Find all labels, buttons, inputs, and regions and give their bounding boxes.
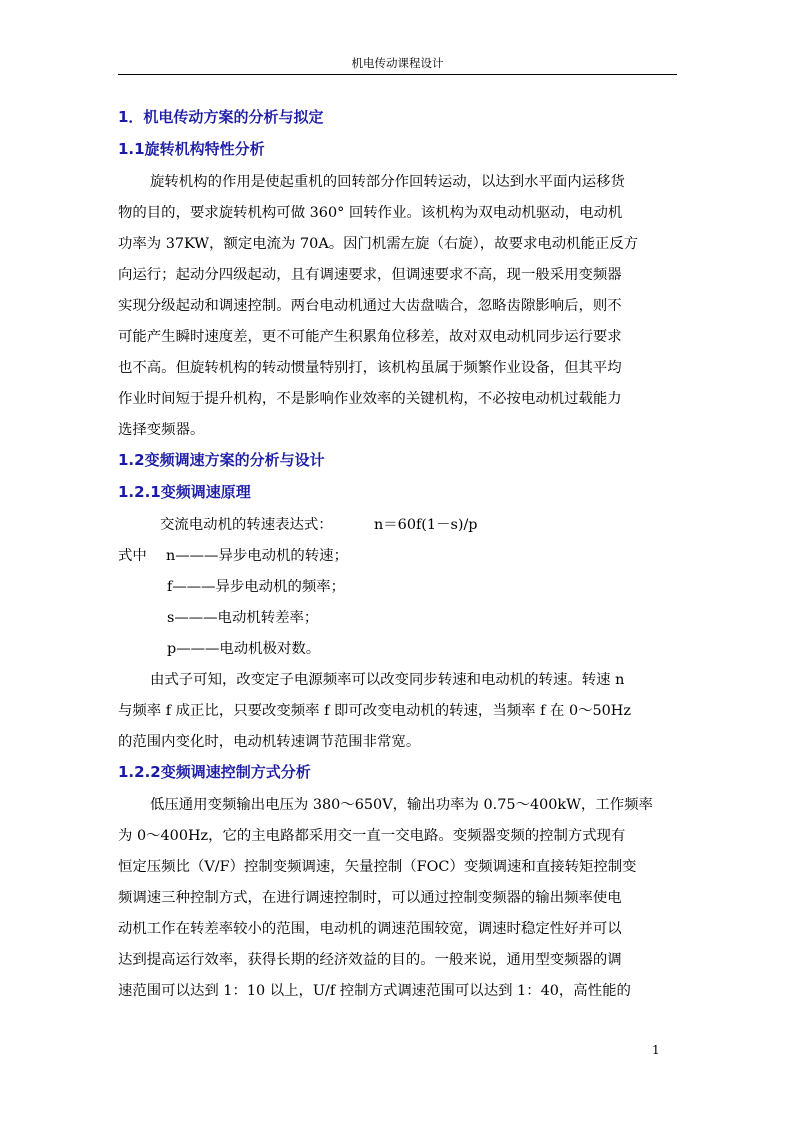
document-body	[118, 103, 677, 1007]
term-p: p———电动机极对数。	[167, 641, 321, 657]
term-s: s———电动机转差率；	[167, 610, 319, 626]
paragraph-line: 恒定压频比（V/F）控制变频调速，矢量控制（FOC）变频调速和直接转矩控制变	[118, 859, 637, 875]
paragraph-line: 达到提高运行效率，获得长期的经济效益的目的。一般来说，通用型变频器的调	[118, 952, 622, 968]
paragraph-line: 实现分级起动和调速控制。两台电动机通过大齿盘啮合，忽略齿隙影响后，则不	[118, 298, 622, 314]
where-label: 式中	[118, 548, 147, 564]
paragraph-line: 低压通用变频输出电压为 380～650V，输出功率为 0.75～400kW，工作频率	[150, 797, 653, 813]
paragraph-line: 为 0～400Hz，它的主电路都采用交一直一交电路。变频器变频的控制方式现有	[118, 828, 626, 844]
paragraph-line: 旋转机构的作用是使起重机的回转部分作回转运动，以达到水平面内运移货	[150, 174, 625, 190]
formula-label: 交流电动机的转速表达式：	[160, 517, 333, 533]
page-number: 1	[652, 1043, 660, 1057]
paragraph-line: 速范围可以达到 1：10 以上，U/f 控制方式调速范围可以达到 1：40，高性能的	[118, 983, 631, 999]
speed-formula: n＝60f(1－s)/p	[374, 517, 478, 533]
term-definition	[118, 541, 677, 572]
paragraph-line: 向运行；起动分四级起动，且有调速要求，但调速要求不高，现一般采用变频器	[118, 267, 622, 283]
term-f: f———异步电动机的频率；	[167, 579, 346, 595]
paragraph-line: 选择变频器。	[118, 422, 205, 438]
paragraph-line: 由式子可知，改变定子电源频率可以改变同步转速和电动机的转速。转速 n	[150, 672, 625, 688]
header-title: 机电传动课程设计	[351, 56, 444, 70]
section-1-2-2-heading: 1.2.2变频调速控制方式分析	[118, 763, 311, 781]
paragraph-line: 功率为 37KW，额定电流为 70A。因门机需左旋（右旋），故要求电动机能正反方	[118, 236, 639, 252]
paragraph-line: 物的目的，要求旋转机构可做 360° 回转作业。该机构为双电动机驱动，电动机	[118, 205, 623, 221]
paragraph-line: 作业时间短于提升机构，不是影响作业效率的关键机构，不必按电动机过载能力	[118, 391, 622, 407]
paragraph-line: 频调速三种控制方式，在进行调速控制时，可以通过控制变频器的输出频率使电	[118, 890, 622, 906]
paragraph-line: 可能产生瞬时速度差，更不可能产生积累角位移差，故对双电动机同步运行要求	[118, 329, 622, 345]
section-1-1-heading: 1.1旋转机构特性分析	[118, 140, 265, 158]
section-1-heading: 1．机电传动方案的分析与拟定	[118, 108, 324, 126]
formula-line	[118, 510, 677, 541]
section-1-2-1-heading: 1.2.1变频调速原理	[118, 483, 251, 501]
term-n: n———异步电动机的转速；	[166, 548, 348, 564]
section-1-2-heading: 1.2变频调速方案的分析与设计	[118, 451, 325, 469]
paragraph-line: 的范围内变化时，电动机转速调节范围非常宽。	[118, 734, 421, 750]
paragraph-line: 与频率 f 成正比，只要改变频率 f 即可改变电动机的转速，当频率 f 在 0～50Hz	[118, 703, 631, 719]
page-header	[118, 56, 677, 75]
paragraph-line: 也不高。但旋转机构的转动惯量特别打，该机构虽属于频繁作业设备，但其平均	[118, 360, 622, 376]
paragraph-line: 动机工作在转差率较小的范围，电动机的调速范围较宽，调速时稳定性好并可以	[118, 921, 622, 937]
